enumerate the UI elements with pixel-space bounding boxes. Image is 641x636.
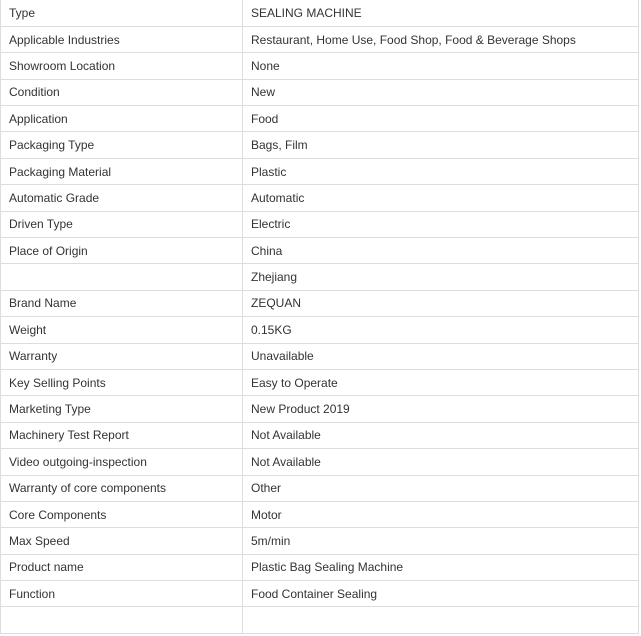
spec-label: Max Speed	[1, 528, 243, 554]
spec-value: Plastic	[243, 158, 639, 184]
spec-label: Condition	[1, 79, 243, 105]
table-row	[1, 0, 639, 26]
table-row	[1, 106, 639, 132]
spec-label	[1, 607, 243, 633]
spec-label: Brand Name	[1, 290, 243, 316]
table-row	[1, 158, 639, 184]
spec-label: Driven Type	[1, 211, 243, 237]
table-row	[1, 449, 639, 475]
spec-value: Food	[243, 106, 639, 132]
spec-value: New Product 2019	[243, 396, 639, 422]
spec-label: Machinery Test Report	[1, 422, 243, 448]
table-row	[1, 264, 639, 290]
spec-value: Plastic Bag Sealing Machine	[243, 554, 639, 580]
spec-value: SEALING MACHINE	[243, 0, 639, 26]
spec-label: Packaging Material	[1, 158, 243, 184]
table-row	[1, 475, 639, 501]
table-row	[1, 53, 639, 79]
spec-value: Not Available	[243, 422, 639, 448]
spec-label: Marketing Type	[1, 396, 243, 422]
table-row	[1, 581, 639, 607]
spec-label: Weight	[1, 317, 243, 343]
spec-value: Food Container Sealing	[243, 581, 639, 607]
spec-value: China	[243, 238, 639, 264]
spec-label: Place of Origin	[1, 238, 243, 264]
table-row	[1, 422, 639, 448]
table-row	[1, 132, 639, 158]
table-row	[1, 528, 639, 554]
table-row	[1, 290, 639, 316]
spec-label: Video outgoing-inspection	[1, 449, 243, 475]
spec-value: Bags, Film	[243, 132, 639, 158]
spec-label: Core Components	[1, 501, 243, 527]
table-row	[1, 79, 639, 105]
spec-label: Warranty	[1, 343, 243, 369]
spec-label	[1, 264, 243, 290]
spec-value: Motor	[243, 501, 639, 527]
spec-value: 5m/min	[243, 528, 639, 554]
spec-value: ZEQUAN	[243, 290, 639, 316]
spec-label: Function	[1, 581, 243, 607]
table-row	[1, 238, 639, 264]
spec-value: Unavailable	[243, 343, 639, 369]
spec-value: Zhejiang	[243, 264, 639, 290]
table-row	[1, 26, 639, 52]
table-row	[1, 211, 639, 237]
table-row	[1, 343, 639, 369]
table-row	[1, 396, 639, 422]
spec-label: Warranty of core components	[1, 475, 243, 501]
spec-label: Application	[1, 106, 243, 132]
table-row	[1, 317, 639, 343]
spec-value: New	[243, 79, 639, 105]
spec-label: Automatic Grade	[1, 185, 243, 211]
table-row	[1, 501, 639, 527]
spec-label: Packaging Type	[1, 132, 243, 158]
spec-value: Restaurant, Home Use, Food Shop, Food & Beverage Shops	[243, 26, 639, 52]
spec-value	[243, 607, 639, 633]
spec-label: Type	[1, 0, 243, 26]
table-row	[1, 554, 639, 580]
spec-value: None	[243, 53, 639, 79]
spec-label: Product name	[1, 554, 243, 580]
spec-value: Other	[243, 475, 639, 501]
spec-value: Easy to Operate	[243, 369, 639, 395]
table-row	[1, 185, 639, 211]
table-row	[1, 607, 639, 633]
spec-value: Electric	[243, 211, 639, 237]
specs-table-body	[1, 0, 639, 633]
spec-value: Not Available	[243, 449, 639, 475]
spec-label: Applicable Industries	[1, 26, 243, 52]
spec-value: Automatic	[243, 185, 639, 211]
spec-label: Key Selling Points	[1, 369, 243, 395]
spec-value: 0.15KG	[243, 317, 639, 343]
table-row	[1, 369, 639, 395]
spec-label: Showroom Location	[1, 53, 243, 79]
